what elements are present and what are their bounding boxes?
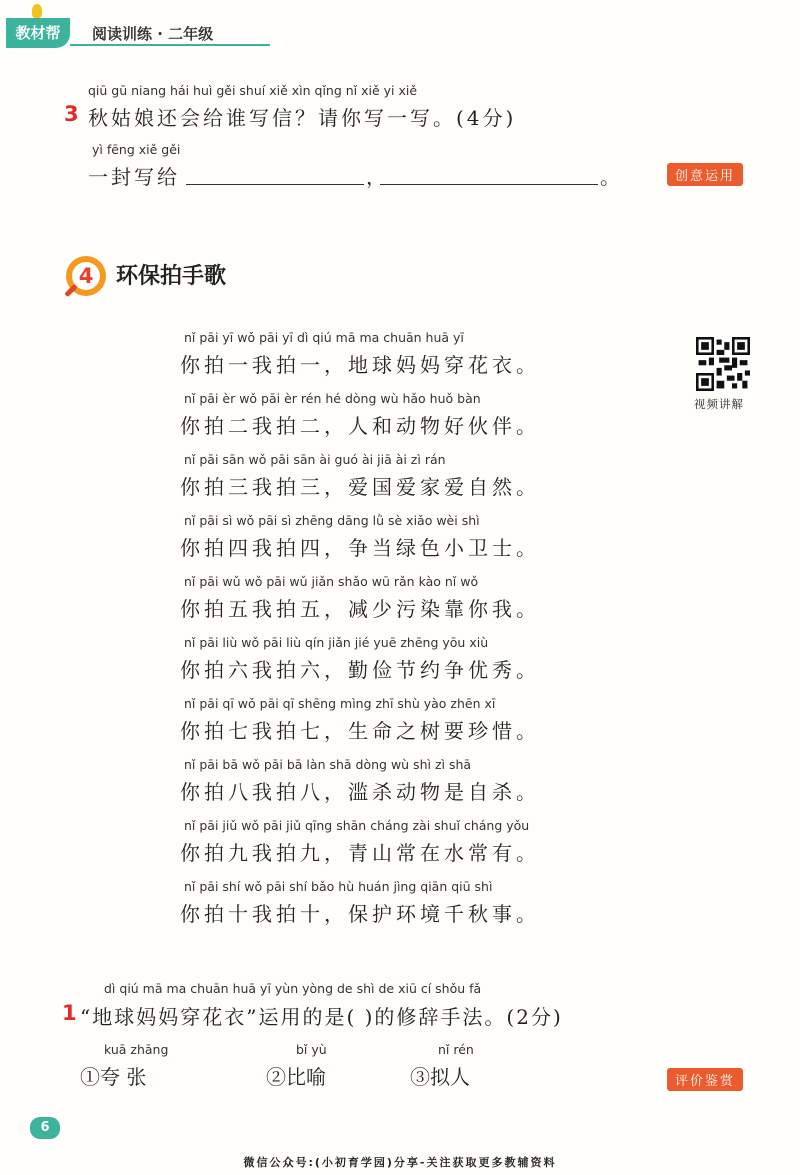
q3-comma: ， [366,165,389,189]
poem-line: 你拍一我拍一，地球妈妈穿花衣。 [180,353,540,377]
poem-pinyin-line: nǐ pāi liù wǒ pāi liù qín jiǎn jié yuē zhēng yōu xiù [184,635,489,650]
poem-line: 你拍十我拍十，保护环境千秋事。 [180,902,540,926]
lightbulb-icon [32,4,42,18]
q3-answer-prefix: 一封写给 [88,165,180,189]
poem-pinyin-line: nǐ pāi shí wǒ pāi shí bǎo hù huán jìng qiān qiū shì [184,879,493,894]
option-c[interactable]: ③拟人 [410,1065,470,1089]
q1-pinyin: dì qiú mā ma chuān huā yī yùn yòng de shì de xiū cí shǒu fǎ [104,981,482,996]
poem-pinyin-line: nǐ pāi wǔ wǒ pāi wǔ jiǎn shǎo wū rǎn kào nǐ wǒ [184,574,479,589]
q1-question: “地球妈妈穿花衣”运用的是( )的修辞手法。(2分) [80,1005,563,1029]
option-b[interactable]: ②比喻 [266,1065,326,1089]
poem-line: 你拍九我拍九，青山常在水常有。 [180,841,540,865]
poem-pinyin-line: nǐ pāi sān wǒ pāi sān ài guó ài jiā ài zì rán [184,452,446,467]
option-c-pinyin: nǐ rén [438,1042,474,1057]
video-explanation-label: 视频讲解 [694,397,744,411]
q3-question: 秋姑娘还会给谁写信？请你写一写。(4分) [88,106,517,130]
poem-line: 你拍五我拍五，减少污染靠你我。 [180,597,540,621]
section-title: 环保拍手歌 [116,264,227,289]
q1-number: 1 [62,1001,77,1025]
poem-line: 你拍六我拍六，勤俭节约争优秀。 [180,658,540,682]
poem-pinyin-line: nǐ pāi sì wǒ pāi sì zhēng dāng lǜ sè xiǎo wèi shì [184,513,480,528]
poem-line: 你拍四我拍四，争当绿色小卫士。 [180,536,540,560]
creative-use-tag: 创意运用 [667,163,743,186]
poem-pinyin-line: nǐ pāi yī wǒ pāi yī dì qiú mā ma chuān huā yī [184,330,464,345]
qr-code-icon[interactable] [696,337,750,391]
q3-answer-blank-2[interactable] [380,184,598,185]
poem-pinyin-line: nǐ pāi qī wǒ pāi qī shēng mìng zhī shù yào zhēn xī [184,696,496,711]
option-b-pinyin: bǐ yù [296,1042,327,1057]
section-number: 4 [72,262,100,290]
poem-pinyin-line: nǐ pāi jiǔ wǒ pāi jiǔ qīng shān cháng zài shuǐ cháng yǒu [184,818,530,833]
page-number: 6 [30,1117,60,1139]
poem-line: 你拍七我拍七，生命之树要珍惜。 [180,719,540,743]
poem-pinyin-line: nǐ pāi bā wǒ pāi bā làn shā dòng wù shì zì shā [184,757,472,772]
page-header-title: 阅读训练 · 二年级 [92,25,214,43]
option-a[interactable]: ①夸 张 [80,1065,147,1089]
footer-note: 微信公众号:(小初育学园)分享-关注获取更多教辅资料 [243,1156,557,1169]
poem-line: 你拍二我拍二，人和动物好伙伴。 [180,414,540,438]
header-divider [70,44,270,46]
q3-period: 。 [600,165,623,189]
brand-tab: 教材帮 [6,18,70,48]
option-a-pinyin: kuā zhāng [104,1042,169,1057]
poem-line: 你拍八我拍八，滥杀动物是自杀。 [180,780,540,804]
poem-line: 你拍三我拍三，爱国爱家爱自然。 [180,475,540,499]
q3-pinyin: qiū gū niang hái huì gěi shuí xiě xìn qǐng nǐ xiě yi xiě [88,83,418,98]
poem-pinyin-line: nǐ pāi èr wǒ pāi èr rén hé dòng wù hǎo huǒ bàn [184,391,481,406]
q3-answer-pinyin: yì fēng xiě gěi [92,142,181,157]
evaluation-tag: 评价鉴赏 [667,1068,743,1091]
q3-answer-blank-1[interactable] [186,184,364,185]
q3-number: 3 [64,102,79,126]
